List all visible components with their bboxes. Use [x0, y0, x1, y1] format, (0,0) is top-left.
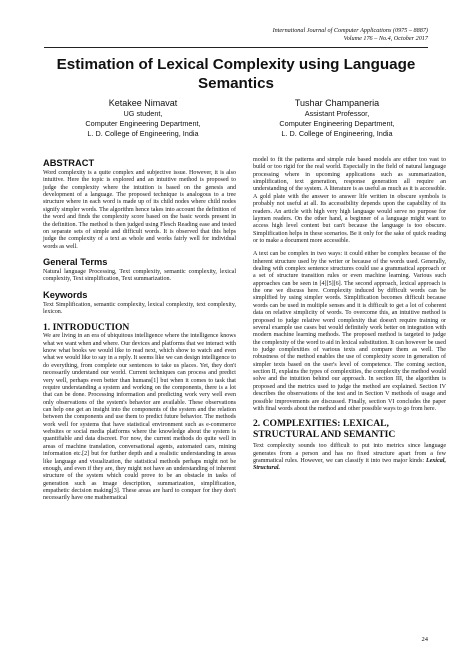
page-number: 24	[421, 636, 428, 643]
author-college: L. D. College of Engineering, India	[281, 129, 393, 138]
introduction-heading: 1. INTRODUCTION	[43, 322, 130, 334]
title-line-1: Estimation of Lexical Complexity using Language	[56, 56, 416, 73]
general-terms-text: Natural language Processing, Text complexity, semantic complexity, lexical complexity, Text simplification, Text summarization.	[43, 268, 236, 283]
left-column	[43, 158, 236, 503]
header-rule	[44, 47, 428, 48]
author-block-1	[68, 97, 218, 139]
abstract-text: Word complexity is a quite complex and subjective issue. However, it is also intuitive. Here the topic is explored and an intuitive method is proposed to judge the complexity where the intuition is based on the genesis and development of a language. The proposed technique is analogous to a tree structure where in each word is made up of its child nodes where child nodes signify simpler words. The algorithm hence takes into account the definition of the word and finds the complexity score based on the basic words present in the definition. The method is then judged using Flesch Reading ease and tested on separate sets of simple and difficult words. It is observed that this helps judge the complexity of a text as whole and works fairly well for individual words as well.	[43, 170, 236, 250]
author-block-2	[262, 97, 412, 139]
journal-volume: Volume 176 – No.4, October 2017	[343, 35, 428, 43]
author-department: Computer Engineering Department,	[85, 119, 201, 128]
complexities-heading-line-2: STRUCTURAL AND SEMANTIC	[253, 428, 396, 440]
author-name: Ketakee Nimavat	[108, 98, 178, 108]
keywords-text: Text Simplification, semantic complexity, lexical complexity, text complexity, lexicon.	[43, 301, 236, 316]
author-college: L. D. College of Engineering, India	[87, 129, 199, 138]
complexities-text-plain: Text complexity sounds too difficult to put into metrics since language generates from a person and has no fixed structure apart from a few grammatical rules. However, we can classify it into two major kinds:	[253, 443, 446, 464]
keywords-heading: Keywords	[43, 289, 88, 300]
complexities-heading	[253, 419, 446, 440]
title-line-2: Semantics	[198, 75, 274, 92]
introduction-text-second-para: A text can be complex in two ways: it could either be complex because of the inherent structure used by the writer or because of the words used. Generally, dealing with complex sentence structures could use a grammatical approach or a set of structure transition rules or even machine learning. Various such approaches can be seen in [4][5][6]. The second approach, lexical approach is the one we discuss here. Complexity induced by difficult words can be simplified by using simpler words. Simplification becomes difficult because words can be used in multiple senses and it is difficult to get a lot of coherent data on relative simplicity of words. To overcome this, an intuitive method is proposed to judge relative word complexity that doesn't require training or several example use cases but would definitely work better on integration with modern machine learning methods. The proposed method is targeted to judge the complexity of the word to aid in lexical substitution. It can however be used to judge complexities of various texts and compare them as well. The robustness of the method enables the use of complexity score in generation of simpler texts based on the user's level of competence. The coming section, section II, explains the types of complexities, the complexity the method would solve and the intuition behind our approach. In section III, the algorithm is proposed and the metrics used to judge the method are explained. Section IV describes the observations of the test and in Section V methods of usage and possible improvements are discussed. Finally, section VI concludes the paper with final words about the method and other possible ways to go from here.	[253, 251, 446, 412]
introduction-text-continued: model to fit the patterns and simple rule based models are either too vast to build or too rigid for the real world. Especially in the field of natural language processing where in upcoming applications such as summarization, simplification, text generation, response generation all require an understanding of the system. A literature is as useful as much as it is accessible. A gold plate with the answer to answer life written in obscure symbols is probably not useful at all. Its accessibility depends upon the capability of its readers. An article with high very high language would serve no purpose for laymen readers. On the other hand, a beginner of a language might want to access high level content but can't because the language is too obscure. Simplification helps in these scenarios. Be it only for the sake of quick reading or to make a document more accessible.	[253, 157, 446, 244]
author-role: Assistant Professor,	[304, 109, 370, 118]
right-column	[253, 157, 446, 473]
journal-citation: International Journal of Computer Applications (0975 – 8887)	[272, 27, 428, 34]
paper-title	[44, 55, 428, 93]
complexities-heading-line-1: 2. COMPLEXITIES: LEXICAL,	[253, 418, 389, 430]
general-terms-heading: General Terms	[43, 256, 108, 267]
author-department: Computer Engineering Department,	[279, 119, 395, 128]
abstract-heading: ABSTRACT	[43, 158, 95, 168]
introduction-text-left: We are living in an era of ubiquitous intelligence where the intelligence knows what we want when and where. Our devices and platforms that we interact with know what books we would like to read next, which show to watch and even what we would like to say in a reply. It seems like we can design intelligence to do everything, from complete our sentences to take us places. Yet, they don't necessarily understand our world. Current techniques can process and predict very well, perhaps even better than humans[1] but when it comes to task that require understanding a system and working on the components, there is a lot that can be done. Processing information and predicting work very well even only observations of the system's behavior are available. These observations can help one get an insight into the components of the system and the relation between the components and use them to predict future behavior. The methods work well for systems that have statistical environment such as e-commerce websites or social media platforms where the knowledge about the system is quantifiable and data discreet. For now, the current methods do quite well in areas of machine translation, conversational agents, automated cars, mining information etc.[2] but for further depth and a realistic understanding in areas like language and visualization, the statistical methods perhaps might not be enough, and even if they are, they might not have an understanding of inherent structure of the system which could prove to be an obstacle in tasks of generation such as image description, summarization, simplification, empathetic decision making[3]. These areas are hard to conquer for they don't necessarily have one mathematical	[43, 333, 236, 502]
complexities-text-emphasis: Lexical, Structural.	[253, 457, 446, 472]
author-name: Tushar Champaneria	[294, 98, 380, 108]
complexities-text	[253, 443, 446, 472]
journal-header	[273, 27, 428, 43]
author-role: UG student,	[123, 109, 163, 118]
